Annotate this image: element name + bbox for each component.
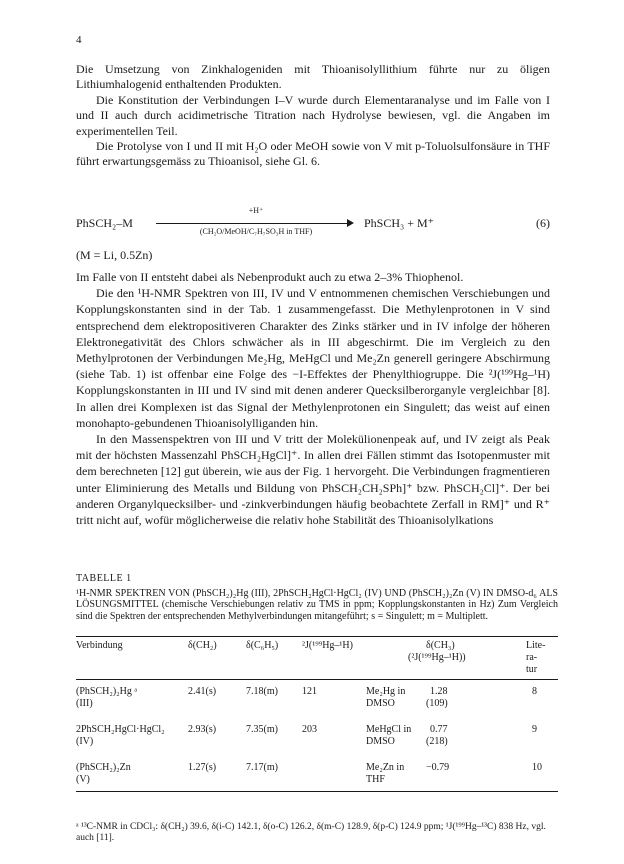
header-c6h5: δ(C₆H₅) (246, 640, 279, 651)
table-cell-ch2: 2.41(s) (188, 686, 217, 697)
table-cell-label: (III) (76, 698, 93, 709)
table-cell-ref-compound: Me₂Hg in (366, 686, 406, 697)
equation-product: PhSCH₃ + M⁺ (364, 216, 434, 230)
header-ch3-coupling: (²J(¹⁹⁹Hg–¹H)) (408, 652, 466, 663)
table-cell-c6h5: 7.35(m) (246, 724, 278, 735)
arrow-reagent-above: +H⁺ (248, 206, 264, 215)
paragraph: Im Falle von II entsteht dabei als Nebenprodukt auch zu etwa 2–3% Thiophenol. (76, 270, 464, 284)
table-cell-ref-compound: MeHgCl in (366, 724, 412, 735)
equation-number: (6) (536, 216, 550, 230)
paragraph: Die Umsetzung von Zinkhalogeniden mit Thioanisolyllithium führte nur zu öligen Lithiumhalogenid enthaltenden Produkten. (76, 62, 550, 92)
table-cell-label: (V) (76, 774, 90, 785)
header-literature: tur (526, 664, 538, 675)
table-cell-ref-solvent: DMSO (366, 736, 395, 747)
header-ch2: δ(CH₂) (188, 640, 217, 651)
table-cell-ch3-coupling: (218) (426, 736, 448, 747)
table-cell-ref-compound: Me₂Zn in (366, 762, 405, 773)
table-cell-compound: 2PhSCH₂HgCl·HgCl₂ (76, 724, 165, 735)
header-literature: Lite- (526, 640, 546, 651)
arrow-head-icon (347, 219, 354, 227)
paragraph: Die Protolyse von I und II mit H₂O oder MeOH sowie von V mit p-Toluolsulfonsäure in THF führt erwartungsgemäss zu Thioanisol, siehe Gl. 6. (76, 139, 550, 169)
table-cell-ch3: 1.28 (430, 686, 448, 697)
table-cell-literature: 9 (532, 724, 537, 735)
table-rule-bottom (76, 791, 558, 792)
table-footnote: ᵃ ¹³C-NMR in CDCl₃: δ(CH₂) 39.6, δ(i-C) 142.1, δ(o-C) 126.2, δ(m-C) 128.9, δ(p-C) 124.9 ppm; ¹J(¹⁹⁹Hg–¹³C) 838 Hz, vgl. auch [11]. (76, 822, 546, 843)
header-compound: Verbindung (76, 640, 123, 651)
table-cell-c6h5: 7.17(m) (246, 762, 278, 773)
table-cell-compound: (PhSCH₂)₂Hg ᵃ (76, 686, 138, 697)
table-title: TABELLE 1 (76, 573, 132, 584)
table-cell-ch3: 0.77 (430, 724, 448, 735)
table-cell-ref-solvent: DMSO (366, 698, 395, 709)
reaction-equation (76, 204, 550, 244)
paragraph: Die Konstitution der Verbindungen I–V wurde durch Elementaranalyse und im Falle von I und II auch durch acidimetrische Titration nach Hydrolyse bewiesen, vgl. die Angaben im experimentellen Teil. (76, 92, 550, 138)
header-literature: ra- (526, 652, 538, 663)
table-rule-top (76, 636, 558, 637)
table-cell-ch3: −0.79 (426, 762, 450, 773)
table-cell-c6h5: 7.18(m) (246, 686, 278, 697)
table-cell-literature: 8 (532, 686, 537, 697)
table-cell-coupling: 121 (302, 686, 317, 697)
body-text-bottom (76, 269, 550, 528)
table-cell-ref-solvent: THF (366, 774, 385, 785)
paragraph: Die den ¹H-NMR Spektren von III, IV und V entnommenen chemischen Verschiebungen und Kopplungskonstanten sind in der Tab. 1 zusammengefasst. Die Methylenprotonen in V sind entsprechend dem elektropositiveren Charakter des Zinks stärker und in IV infolge der höheren Elektronegativität des Chlors schwächer als in III abgeschirmt. Die im Vergleich zu den Methylprotonen der Verbindungen Me₂Hg, MeHgCl und Me₂Zn generell geringere Abschirmung (siehe Tab. 1) ist offenbar eine Folge des −I-Effektes der Phenylthiogruppe. Die ²J(¹⁹⁹Hg–¹H) Kopplungskonstanten in III und IV sind mit denen anderer Quecksilberorganyle vergleichbar [8]. In allen drei Komplexen ist das Signal der Methylenprotonen ein Singulett; das weist auf einen monohapto-gebundenen Thioanisolylliganden hin. (76, 286, 550, 430)
table-cell-coupling: 203 (302, 724, 317, 735)
reaction-arrow (156, 204, 356, 244)
arrow-line (156, 223, 348, 224)
table-cell-compound: (PhSCH₂)₂Zn (76, 762, 131, 773)
table-cell-literature: 10 (532, 762, 542, 773)
table-cell-label: (IV) (76, 736, 94, 747)
paragraph: In den Massenspektren von III und V tritt der Molekülionenpeak auf, und IV zeigt als Peak mit der höchsten Massenzahl PhSCH₂HgCl]⁺. In allen drei Fällen stimmt das Isotopenmuster mit dem berechneten [12] gut überein, wie aus der Fig. 1 hervorgeht. Die Verbindungen fragmentieren unter Eliminierung des Metalls und Bildung von PhSCH₂CH₂SPh]⁺ bzw. PhSCH₂Cl]⁺. Der bei anderen Organylquecksilber- und -zinkverbindungen häufig beobachtete Zerfall in RM]⁺ und R⁺ tritt nicht auf, wofür möglicherweise die relativ hohe Stabilität des Thioanisolylkations (76, 432, 550, 528)
body-text-top (76, 62, 550, 170)
header-coupling: ²J(¹⁹⁹Hg–¹H) (302, 640, 353, 651)
page-number: 4 (76, 34, 82, 46)
table-cell-ch2: 2.93(s) (188, 724, 217, 735)
table-rule-header (76, 679, 558, 680)
table-cell-ch3-coupling: (109) (426, 698, 448, 709)
table-caption: ¹H-NMR SPEKTREN VON (PhSCH₂)₂Hg (III), 2PhSCH₂HgCl·HgCl₂ (IV) UND (PhSCH₂)₂Zn (V) IN DMSO-d₆ ALS LÖSUNGSMITTEL (chemische Verschiebungen relativ zu TMS in ppm; Kopplungskonstanten in Hz) Zum Vergleich sind die Spektren der entsprechenden Methylverbindungen mitangeführt; s = Singulett; m = Multiplett. (76, 588, 558, 622)
arrow-conditions-below: (CH₂O/MeOH/C₇H₇SO₃H in THF) (199, 227, 313, 236)
header-ch3: δ(CH₃) (426, 640, 455, 651)
equation-condition: (M = Li, 0.5Zn) (76, 248, 153, 262)
table-cell-ch2: 1.27(s) (188, 762, 217, 773)
equation-reactant: PhSCH₂–M (76, 216, 133, 230)
